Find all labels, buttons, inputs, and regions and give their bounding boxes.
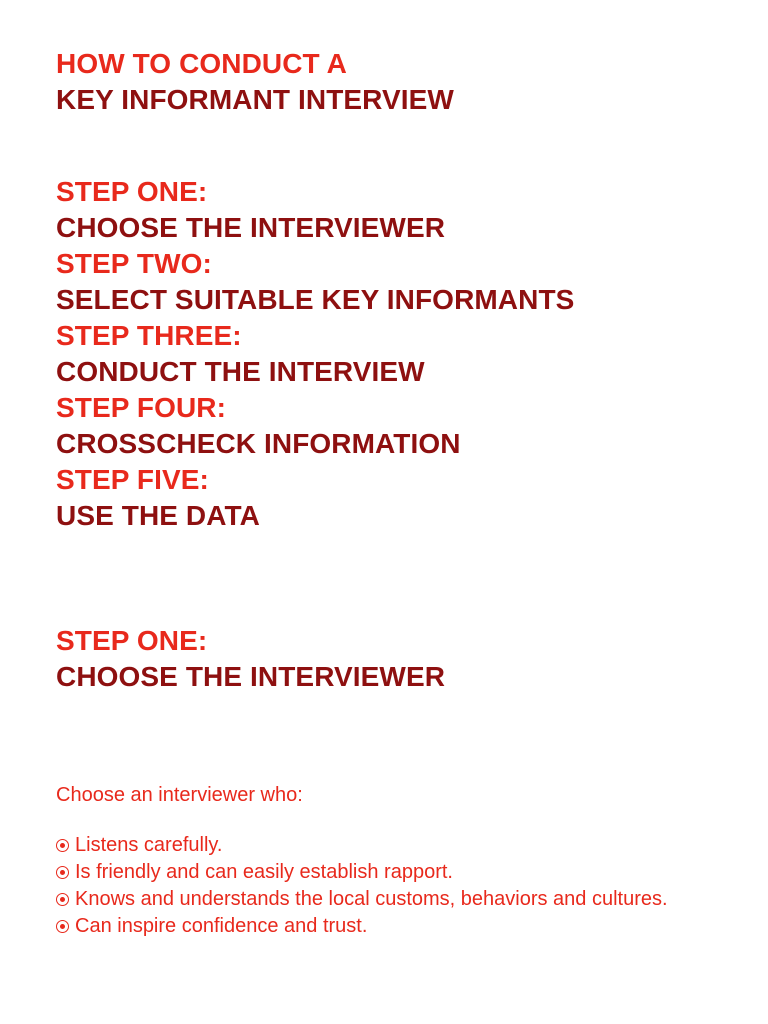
list-item <box>56 859 736 886</box>
step-label: STEP FOUR: <box>56 392 227 423</box>
step-item <box>56 318 736 390</box>
radio-bullet-icon <box>56 920 69 933</box>
step-item <box>56 174 736 246</box>
step-label: STEP ONE: <box>56 176 208 207</box>
section-title: CHOOSE THE INTERVIEWER <box>56 661 446 692</box>
step-label: STEP FIVE: <box>56 464 209 495</box>
step-item <box>56 246 736 318</box>
radio-bullet-icon <box>56 893 69 906</box>
list-item <box>56 886 736 913</box>
list-item <box>56 832 736 859</box>
section-intro: Choose an interviewer who: <box>56 784 303 806</box>
step-title: USE THE DATA <box>56 500 260 531</box>
list-item-text: Knows and understands the local customs, behaviors and cultures. <box>75 888 668 910</box>
step-item <box>56 390 736 462</box>
steps-overview <box>56 174 736 534</box>
radio-bullet-icon <box>56 866 69 879</box>
step-label: STEP TWO: <box>56 248 212 279</box>
step-title: CHOOSE THE INTERVIEWER <box>56 212 446 243</box>
step-title: SELECT SUITABLE KEY INFORMANTS <box>56 284 575 315</box>
document-title <box>56 46 736 118</box>
step-label: STEP THREE: <box>56 320 242 351</box>
criteria-list <box>56 832 736 940</box>
step-title: CROSSCHECK INFORMATION <box>56 428 461 459</box>
title-line-1: HOW TO CONDUCT A <box>56 48 347 79</box>
step-item <box>56 462 736 534</box>
list-item-text: Can inspire confidence and trust. <box>75 915 368 937</box>
step-title: CONDUCT THE INTERVIEW <box>56 356 425 387</box>
list-item-text: Is friendly and can easily establish rapport. <box>75 861 453 883</box>
document-page <box>56 46 736 940</box>
list-item <box>56 913 736 940</box>
radio-bullet-icon <box>56 839 69 852</box>
step-one-section <box>56 623 736 940</box>
section-label: STEP ONE: <box>56 625 208 656</box>
title-line-2: KEY INFORMANT INTERVIEW <box>56 84 454 115</box>
list-item-text: Listens carefully. <box>75 834 223 856</box>
